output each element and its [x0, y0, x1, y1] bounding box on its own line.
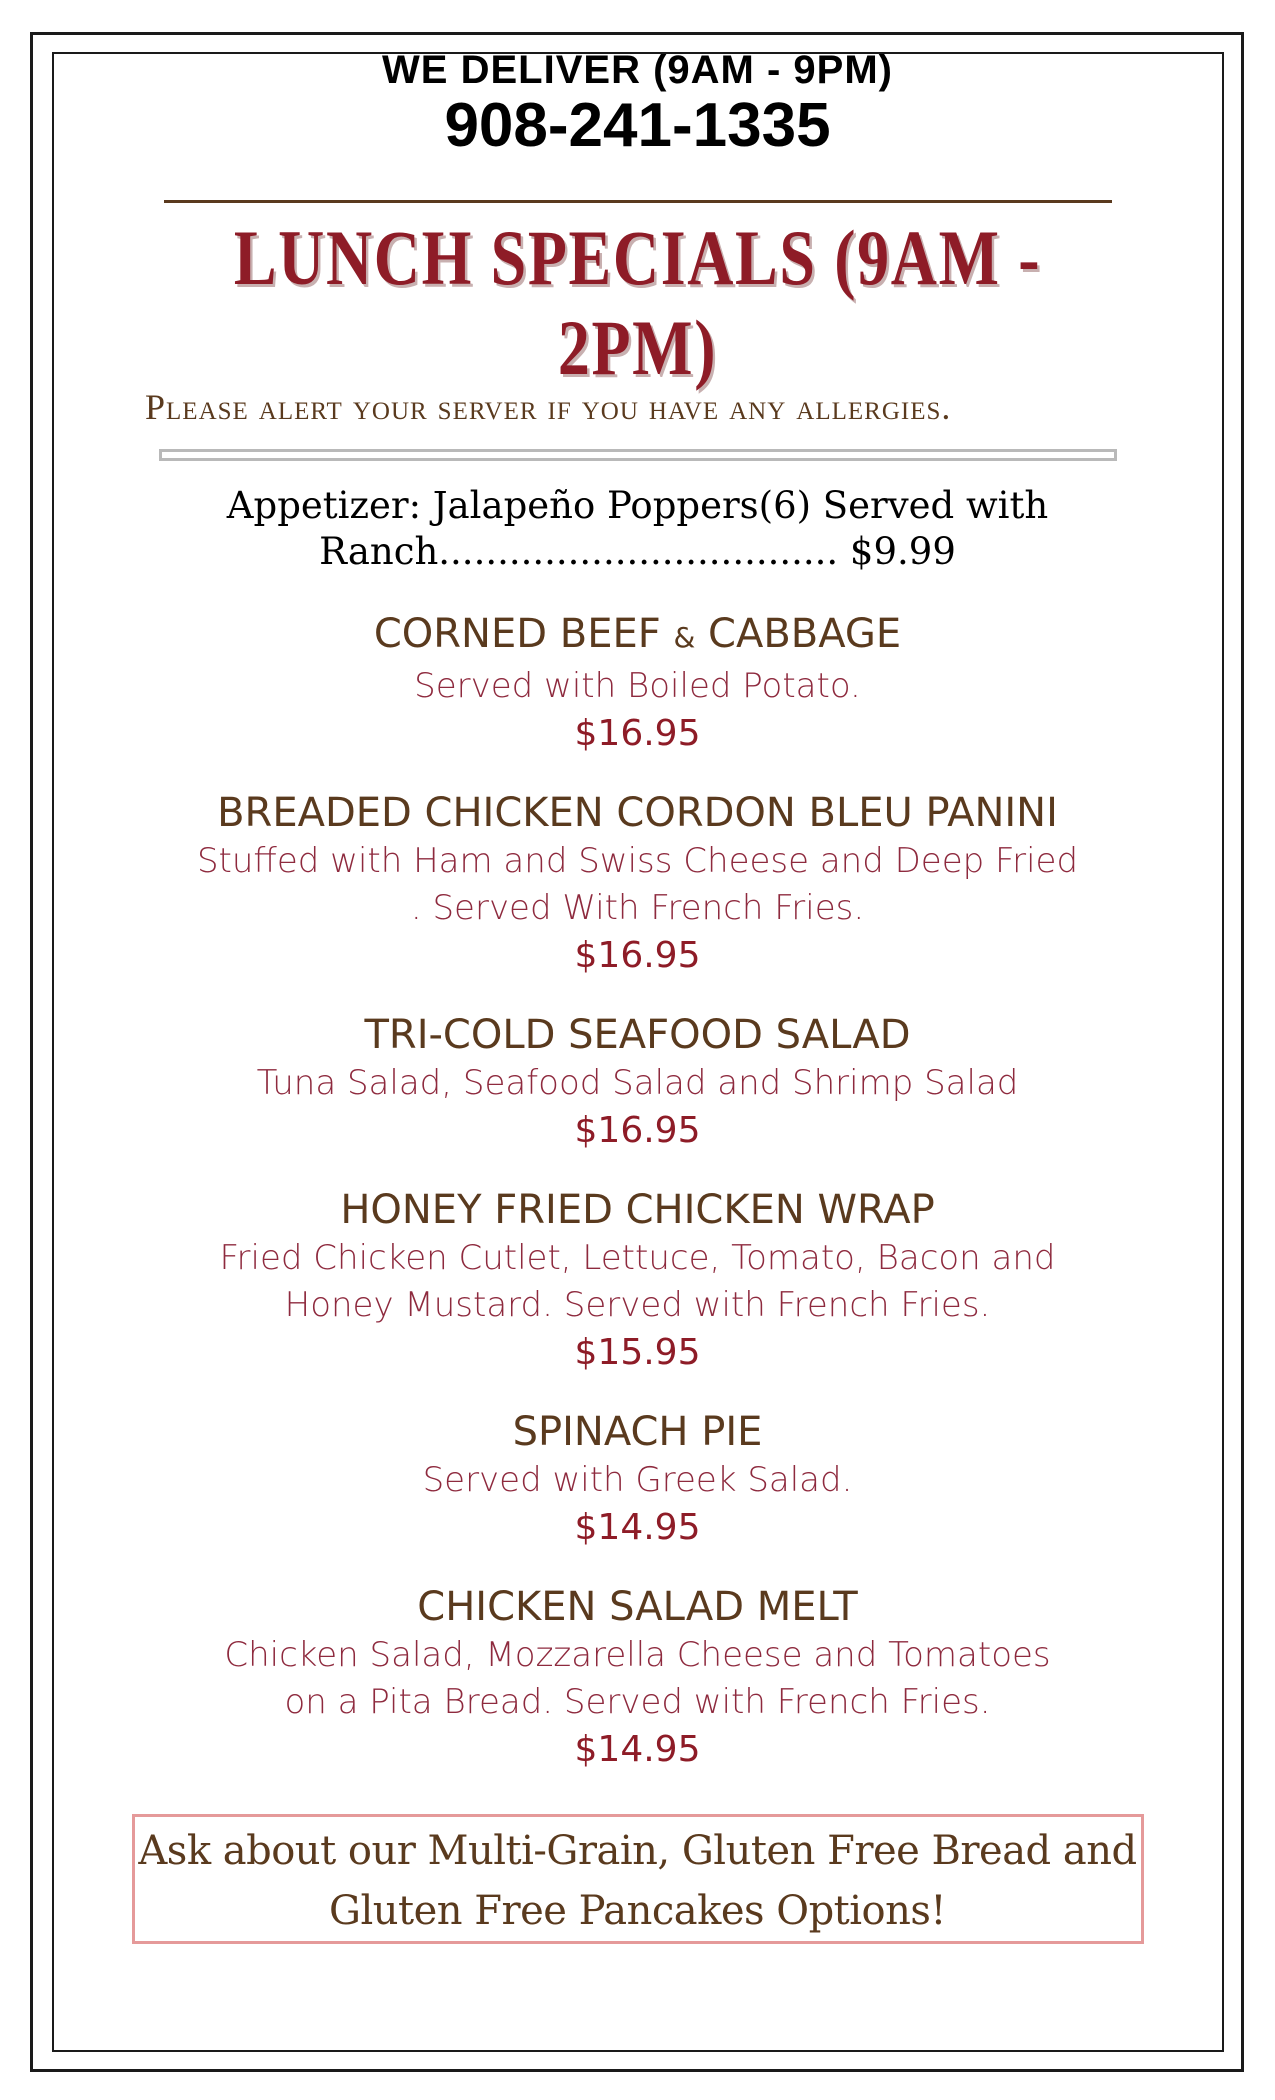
- menu-item: [60, 1582, 1215, 1774]
- item-description: . Served With French Fries.: [410, 888, 865, 928]
- menu-item: [60, 609, 1215, 758]
- delivery-hours: WE DELIVER (9AM - 9PM): [382, 48, 893, 92]
- menu-item: [60, 1407, 1215, 1552]
- item-description: on a Pita Bread. Served with French Fries.: [284, 1682, 991, 1722]
- notice-line: Gluten Free Pancakes Options!: [328, 1888, 946, 1934]
- item-description: Tuna Salad, Seafood Salad and Shrimp Salad: [256, 1063, 1019, 1103]
- page-title: LUNCH SPECIALS (9AM - 2PM): [233, 214, 1042, 391]
- item-description: Fried Chicken Cutlet, Lettuce, Tomato, Bacon and: [219, 1238, 1056, 1278]
- gluten-free-notice: [132, 1814, 1144, 1944]
- item-price: $16.95: [574, 713, 701, 754]
- item-price: $16.95: [574, 1110, 701, 1151]
- item-price: $16.95: [574, 935, 701, 976]
- divider-line: [164, 200, 1112, 203]
- appetizer: [188, 483, 1088, 575]
- item-description: Honey Mustard. Served with French Fries.: [284, 1285, 991, 1325]
- appetizer-line: Ranch.................................. $9.99: [319, 530, 956, 573]
- menu-content: [60, 40, 1215, 1944]
- item-description: Served with Boiled Potato.: [414, 666, 861, 706]
- item-name: BREADED CHICKEN CORDON BLEU PANINI: [217, 790, 1058, 836]
- appetizer-line: Appetizer: Jalapeño Poppers(6) Served with: [226, 484, 1049, 527]
- item-description: Chicken Salad, Mozzarella Cheese and Tomatoes: [224, 1635, 1051, 1675]
- menu-item: [60, 1185, 1215, 1377]
- item-name: SPINACH PIE: [512, 1409, 763, 1455]
- item-name: CORNED BEEF & CABBAGE: [373, 611, 902, 657]
- frame-corner: [30, 2052, 50, 2072]
- item-name: HONEY FRIED CHICKEN WRAP: [340, 1187, 935, 1233]
- frame-corner: [30, 32, 50, 52]
- menu-item: [60, 788, 1215, 980]
- notice-line: Ask about our Multi-Grain, Gluten Free Bread and: [138, 1828, 1137, 1874]
- menu-item: [60, 1010, 1215, 1155]
- item-price: $14.95: [574, 1729, 701, 1770]
- item-price: $14.95: [574, 1507, 701, 1548]
- allergy-note: Please alert your server if you have any allergies.: [145, 387, 952, 427]
- frame-corner: [1224, 2052, 1244, 2072]
- divider-box: [159, 449, 1117, 461]
- item-description: Served with Greek Salad.: [422, 1460, 853, 1500]
- phone-number[interactable]: 908-241-1335: [444, 91, 831, 160]
- item-description: Stuffed with Ham and Swiss Cheese and Deep Fried: [196, 841, 1079, 881]
- item-price: $15.95: [574, 1332, 701, 1373]
- item-name: CHICKEN SALAD MELT: [417, 1584, 858, 1630]
- item-name: TRI-COLD SEAFOOD SALAD: [364, 1012, 911, 1058]
- frame-corner: [1224, 32, 1244, 52]
